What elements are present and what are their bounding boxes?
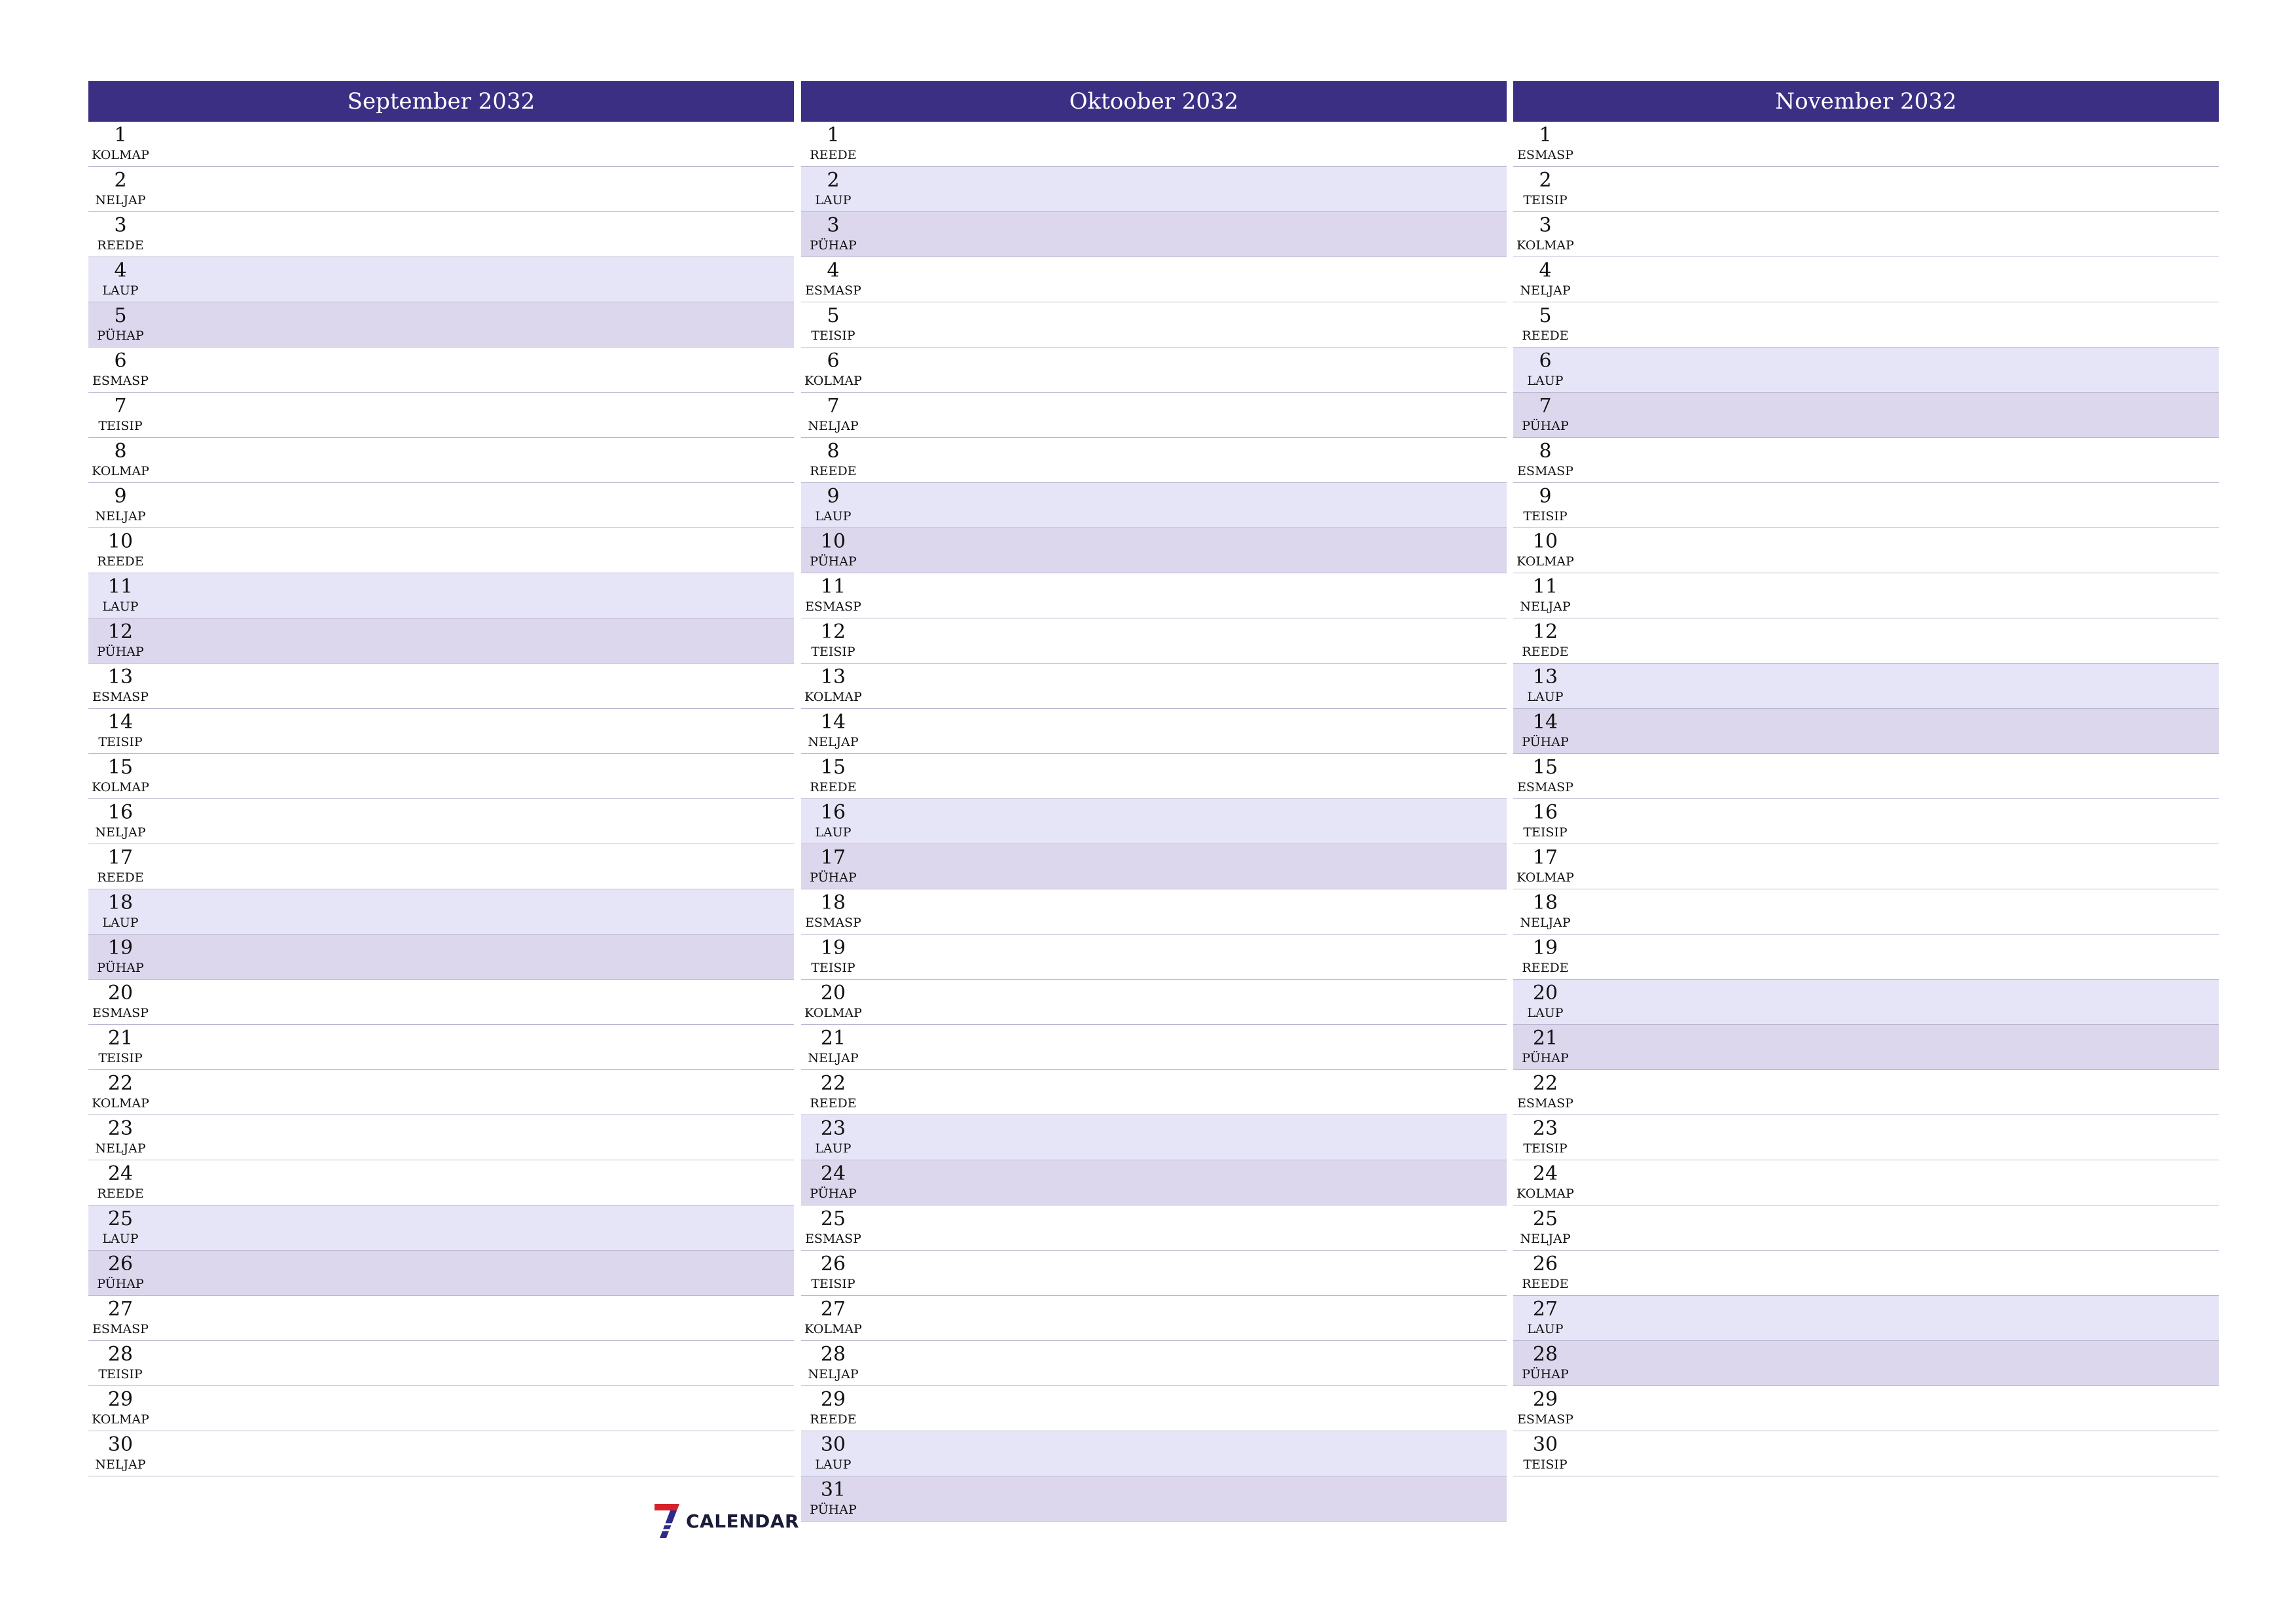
day-row: [801, 483, 1507, 528]
day-weekday: KOLMAP: [92, 1096, 149, 1111]
day-row: [88, 1296, 794, 1341]
day-number: 2: [827, 169, 840, 192]
day-number: 8: [114, 440, 127, 463]
brand-logo[interactable]: [652, 1503, 799, 1539]
day-weekday: NELJAP: [95, 193, 146, 207]
day-number: 17: [107, 846, 134, 869]
day-row: [1513, 393, 2219, 438]
day-number: 16: [1532, 801, 1558, 824]
day-weekday: PÜHAP: [97, 645, 144, 659]
day-row: [88, 980, 794, 1025]
day-weekday: KOLMAP: [1516, 870, 1574, 885]
day-number: 27: [820, 1298, 846, 1321]
day-weekday: REEDE: [1522, 329, 1569, 343]
day-weekday: PÜHAP: [97, 1277, 144, 1291]
day-weekday: REEDE: [810, 464, 857, 478]
day-row: [1513, 483, 2219, 528]
day-weekday: TEISIP: [1523, 509, 1568, 524]
day-number: 4: [1539, 259, 1552, 282]
day-weekday: ESMASP: [1517, 780, 1573, 794]
day-weekday: PÜHAP: [810, 238, 857, 253]
day-weekday: LAUP: [102, 283, 139, 298]
day-weekday: KOLMAP: [1516, 554, 1574, 569]
day-weekday: REEDE: [810, 148, 857, 162]
day-weekday: TEISIP: [98, 419, 143, 433]
day-weekday: NELJAP: [808, 735, 859, 749]
day-row: [88, 1386, 794, 1431]
day-number: 27: [107, 1298, 134, 1321]
day-number: 30: [820, 1433, 846, 1456]
day-list: [801, 122, 1507, 1522]
day-row: [801, 393, 1507, 438]
day-number: 17: [820, 846, 846, 869]
day-weekday: REEDE: [810, 1412, 857, 1427]
day-number: 24: [820, 1162, 846, 1185]
day-number: 8: [827, 440, 840, 463]
day-weekday: PÜHAP: [97, 961, 144, 975]
day-row: [801, 257, 1507, 302]
day-weekday: TEISIP: [811, 645, 855, 659]
day-number: 11: [1532, 575, 1558, 598]
day-weekday: REEDE: [1522, 645, 1569, 659]
day-number: 15: [820, 756, 846, 779]
day-weekday: TEISIP: [1523, 1141, 1568, 1156]
day-number: 10: [107, 530, 134, 553]
day-row: [1513, 212, 2219, 257]
day-number: 25: [107, 1207, 134, 1230]
day-number: 18: [820, 891, 846, 914]
day-weekday: PÜHAP: [1522, 419, 1569, 433]
day-row: [1513, 1296, 2219, 1341]
day-row: [801, 889, 1507, 935]
day-row: [1513, 257, 2219, 302]
day-row: [88, 754, 794, 799]
day-number: 23: [107, 1117, 134, 1140]
day-row: [801, 1341, 1507, 1386]
day-number: 11: [107, 575, 134, 598]
month-column-oktoober: [801, 81, 1507, 1522]
day-number: 5: [114, 304, 127, 327]
day-row: [1513, 122, 2219, 167]
day-number: 25: [1532, 1207, 1558, 1230]
day-number: 11: [820, 575, 846, 598]
day-number: 3: [827, 214, 840, 237]
day-row: [1513, 1070, 2219, 1115]
day-number: 12: [820, 620, 846, 643]
day-row: [801, 799, 1507, 844]
month-title: November 2032: [1513, 81, 2219, 122]
day-weekday: TEISIP: [1523, 825, 1568, 840]
day-weekday: REEDE: [97, 238, 144, 253]
day-weekday: REEDE: [810, 1096, 857, 1111]
day-row: [801, 212, 1507, 257]
day-weekday: REEDE: [810, 780, 857, 794]
day-weekday: REEDE: [97, 554, 144, 569]
day-weekday: TEISIP: [98, 735, 143, 749]
day-number: 14: [1532, 711, 1558, 734]
day-row: [88, 709, 794, 754]
day-weekday: TEISIP: [811, 329, 855, 343]
day-weekday: LAUP: [815, 1141, 852, 1156]
brand-logo-text: CALENDAR: [686, 1510, 800, 1532]
day-weekday: PÜHAP: [97, 329, 144, 343]
day-row: [1513, 1386, 2219, 1431]
day-row: [801, 1431, 1507, 1476]
day-weekday: LAUP: [102, 599, 139, 614]
day-weekday: KOLMAP: [804, 374, 862, 388]
day-number: 20: [1532, 982, 1558, 1005]
day-number: 9: [114, 485, 127, 508]
day-weekday: KOLMAP: [804, 690, 862, 704]
day-row: [88, 302, 794, 348]
day-weekday: REEDE: [1522, 961, 1569, 975]
day-number: 3: [1539, 214, 1552, 237]
day-row: [88, 393, 794, 438]
day-weekday: TEISIP: [1523, 193, 1568, 207]
day-number: 22: [820, 1072, 846, 1095]
day-number: 19: [107, 936, 134, 959]
day-number: 5: [1539, 304, 1552, 327]
day-row: [1513, 935, 2219, 980]
day-row: [1513, 1341, 2219, 1386]
day-number: 29: [820, 1388, 846, 1411]
day-number: 28: [1532, 1343, 1558, 1366]
day-weekday: ESMASP: [805, 1232, 861, 1246]
day-row: [801, 302, 1507, 348]
day-weekday: LAUP: [102, 916, 139, 930]
day-row: [801, 935, 1507, 980]
day-row: [88, 844, 794, 889]
day-number: 4: [114, 259, 127, 282]
day-weekday: PÜHAP: [1522, 735, 1569, 749]
day-number: 28: [820, 1343, 846, 1366]
day-number: 7: [1539, 395, 1552, 418]
day-weekday: LAUP: [815, 1457, 852, 1472]
day-row: [88, 573, 794, 618]
day-weekday: REEDE: [97, 1186, 144, 1201]
month-title: Oktoober 2032: [801, 81, 1507, 122]
day-number: 20: [820, 982, 846, 1005]
day-weekday: ESMASP: [1517, 464, 1573, 478]
day-number: 20: [107, 982, 134, 1005]
day-weekday: KOLMAP: [92, 464, 149, 478]
day-number: 21: [820, 1027, 846, 1050]
day-row: [88, 212, 794, 257]
month-column-september: [88, 81, 794, 1476]
day-number: 6: [114, 349, 127, 372]
day-row: [801, 573, 1507, 618]
seven-calendar-logo-icon: [652, 1503, 681, 1539]
day-weekday: ESMASP: [1517, 1096, 1573, 1111]
day-row: [801, 1476, 1507, 1522]
day-weekday: NELJAP: [95, 1457, 146, 1472]
day-row: [88, 1431, 794, 1476]
day-weekday: ESMASP: [92, 1322, 149, 1336]
day-weekday: ESMASP: [92, 690, 149, 704]
day-weekday: TEISIP: [811, 961, 855, 975]
day-row: [801, 754, 1507, 799]
day-row: [88, 618, 794, 664]
day-weekday: TEISIP: [98, 1051, 143, 1065]
day-weekday: LAUP: [102, 1232, 139, 1246]
day-weekday: NELJAP: [1520, 599, 1571, 614]
day-row: [1513, 302, 2219, 348]
day-number: 2: [1539, 169, 1552, 192]
day-weekday: LAUP: [1527, 1006, 1564, 1020]
day-row: [88, 1251, 794, 1296]
day-number: 7: [114, 395, 127, 418]
day-number: 4: [827, 259, 840, 282]
day-weekday: LAUP: [1527, 1322, 1564, 1336]
day-number: 27: [1532, 1298, 1558, 1321]
day-row: [1513, 348, 2219, 393]
day-weekday: REEDE: [97, 870, 144, 885]
day-number: 22: [107, 1072, 134, 1095]
day-weekday: NELJAP: [1520, 283, 1571, 298]
day-row: [801, 709, 1507, 754]
day-weekday: ESMASP: [92, 1006, 149, 1020]
day-number: 24: [1532, 1162, 1558, 1185]
day-row: [801, 664, 1507, 709]
day-weekday: PÜHAP: [810, 1503, 857, 1517]
day-row: [1513, 664, 2219, 709]
day-weekday: TEISIP: [98, 1367, 143, 1382]
day-row: [88, 528, 794, 573]
day-number: 13: [1532, 666, 1558, 688]
day-weekday: KOLMAP: [1516, 1186, 1574, 1201]
day-number: 10: [820, 530, 846, 553]
day-number: 23: [1532, 1117, 1558, 1140]
day-number: 8: [1539, 440, 1552, 463]
day-row: [1513, 618, 2219, 664]
day-number: 29: [1532, 1388, 1558, 1411]
day-number: 18: [1532, 891, 1558, 914]
day-row: [1513, 754, 2219, 799]
day-row: [801, 1025, 1507, 1070]
day-row: [1513, 528, 2219, 573]
day-weekday: ESMASP: [1517, 148, 1573, 162]
day-row: [88, 257, 794, 302]
day-number: 29: [107, 1388, 134, 1411]
day-row: [801, 167, 1507, 212]
day-number: 21: [107, 1027, 134, 1050]
day-row: [801, 844, 1507, 889]
day-row: [1513, 1025, 2219, 1070]
day-number: 26: [820, 1253, 846, 1275]
day-number: 22: [1532, 1072, 1558, 1095]
day-weekday: ESMASP: [1517, 1412, 1573, 1427]
day-row: [88, 889, 794, 935]
day-row: [88, 122, 794, 167]
day-row: [88, 1205, 794, 1251]
day-row: [1513, 1251, 2219, 1296]
day-number: 5: [827, 304, 840, 327]
day-row: [1513, 438, 2219, 483]
day-weekday: LAUP: [1527, 374, 1564, 388]
day-weekday: PÜHAP: [810, 554, 857, 569]
day-row: [801, 438, 1507, 483]
day-weekday: NELJAP: [808, 1051, 859, 1065]
day-number: 26: [107, 1253, 134, 1275]
day-row: [1513, 799, 2219, 844]
day-number: 9: [827, 485, 840, 508]
day-number: 31: [820, 1478, 846, 1501]
day-row: [88, 664, 794, 709]
day-number: 12: [107, 620, 134, 643]
day-weekday: KOLMAP: [804, 1006, 862, 1020]
day-row: [1513, 1431, 2219, 1476]
day-number: 14: [820, 711, 846, 734]
day-weekday: NELJAP: [95, 825, 146, 840]
day-row: [88, 167, 794, 212]
day-row: [801, 618, 1507, 664]
day-row: [801, 1251, 1507, 1296]
month-column-november: [1513, 81, 2219, 1476]
day-number: 1: [114, 124, 127, 147]
day-weekday: ESMASP: [805, 916, 861, 930]
day-number: 1: [1539, 124, 1552, 147]
day-weekday: KOLMAP: [804, 1322, 862, 1336]
day-number: 30: [107, 1433, 134, 1456]
day-number: 7: [827, 395, 840, 418]
day-row: [801, 1070, 1507, 1115]
day-weekday: KOLMAP: [92, 148, 149, 162]
day-row: [801, 528, 1507, 573]
day-row: [801, 1386, 1507, 1431]
day-weekday: NELJAP: [808, 419, 859, 433]
day-row: [88, 1115, 794, 1160]
day-row: [88, 935, 794, 980]
day-weekday: TEISIP: [1523, 1457, 1568, 1472]
day-row: [88, 1070, 794, 1115]
day-weekday: NELJAP: [95, 1141, 146, 1156]
day-row: [801, 1296, 1507, 1341]
day-row: [1513, 709, 2219, 754]
day-weekday: NELJAP: [1520, 1232, 1571, 1246]
day-number: 14: [107, 711, 134, 734]
day-number: 12: [1532, 620, 1558, 643]
day-row: [801, 1205, 1507, 1251]
day-number: 15: [1532, 756, 1558, 779]
day-weekday: LAUP: [815, 193, 852, 207]
day-row: [1513, 844, 2219, 889]
day-number: 28: [107, 1343, 134, 1366]
day-list: [1513, 122, 2219, 1476]
day-row: [1513, 889, 2219, 935]
day-weekday: NELJAP: [95, 509, 146, 524]
day-weekday: PÜHAP: [1522, 1051, 1569, 1065]
day-row: [801, 1160, 1507, 1205]
day-weekday: KOLMAP: [92, 780, 149, 794]
day-number: 25: [820, 1207, 846, 1230]
day-row: [88, 799, 794, 844]
day-weekday: LAUP: [815, 825, 852, 840]
day-weekday: ESMASP: [92, 374, 149, 388]
day-number: 1: [827, 124, 840, 147]
day-number: 16: [107, 801, 134, 824]
day-weekday: PÜHAP: [1522, 1367, 1569, 1382]
day-list: [88, 122, 794, 1476]
day-row: [801, 1115, 1507, 1160]
day-weekday: NELJAP: [808, 1367, 859, 1382]
day-number: 19: [820, 936, 846, 959]
day-number: 6: [1539, 349, 1552, 372]
day-row: [1513, 1205, 2219, 1251]
day-number: 3: [114, 214, 127, 237]
day-row: [801, 980, 1507, 1025]
day-row: [88, 1160, 794, 1205]
day-weekday: LAUP: [815, 509, 852, 524]
day-row: [88, 483, 794, 528]
day-weekday: KOLMAP: [92, 1412, 149, 1427]
day-weekday: NELJAP: [1520, 916, 1571, 930]
day-row: [1513, 573, 2219, 618]
day-weekday: LAUP: [1527, 690, 1564, 704]
day-number: 18: [107, 891, 134, 914]
day-number: 16: [820, 801, 846, 824]
day-number: 26: [1532, 1253, 1558, 1275]
day-row: [88, 348, 794, 393]
day-weekday: PÜHAP: [810, 1186, 857, 1201]
day-number: 13: [107, 666, 134, 688]
day-number: 15: [107, 756, 134, 779]
day-row: [88, 438, 794, 483]
day-number: 24: [107, 1162, 134, 1185]
day-number: 10: [1532, 530, 1558, 553]
day-number: 6: [827, 349, 840, 372]
day-row: [88, 1341, 794, 1386]
day-number: 21: [1532, 1027, 1558, 1050]
day-number: 23: [820, 1117, 846, 1140]
day-row: [1513, 1115, 2219, 1160]
day-weekday: PÜHAP: [810, 870, 857, 885]
day-row: [1513, 1160, 2219, 1205]
day-number: 13: [820, 666, 846, 688]
day-weekday: ESMASP: [805, 283, 861, 298]
day-row: [1513, 167, 2219, 212]
day-number: 19: [1532, 936, 1558, 959]
day-row: [801, 348, 1507, 393]
day-row: [801, 122, 1507, 167]
month-title: September 2032: [88, 81, 794, 122]
day-weekday: TEISIP: [811, 1277, 855, 1291]
day-number: 30: [1532, 1433, 1558, 1456]
day-number: 2: [114, 169, 127, 192]
day-weekday: REEDE: [1522, 1277, 1569, 1291]
day-weekday: KOLMAP: [1516, 238, 1574, 253]
day-weekday: ESMASP: [805, 599, 861, 614]
day-number: 9: [1539, 485, 1552, 508]
day-row: [88, 1025, 794, 1070]
day-row: [1513, 980, 2219, 1025]
day-number: 17: [1532, 846, 1558, 869]
